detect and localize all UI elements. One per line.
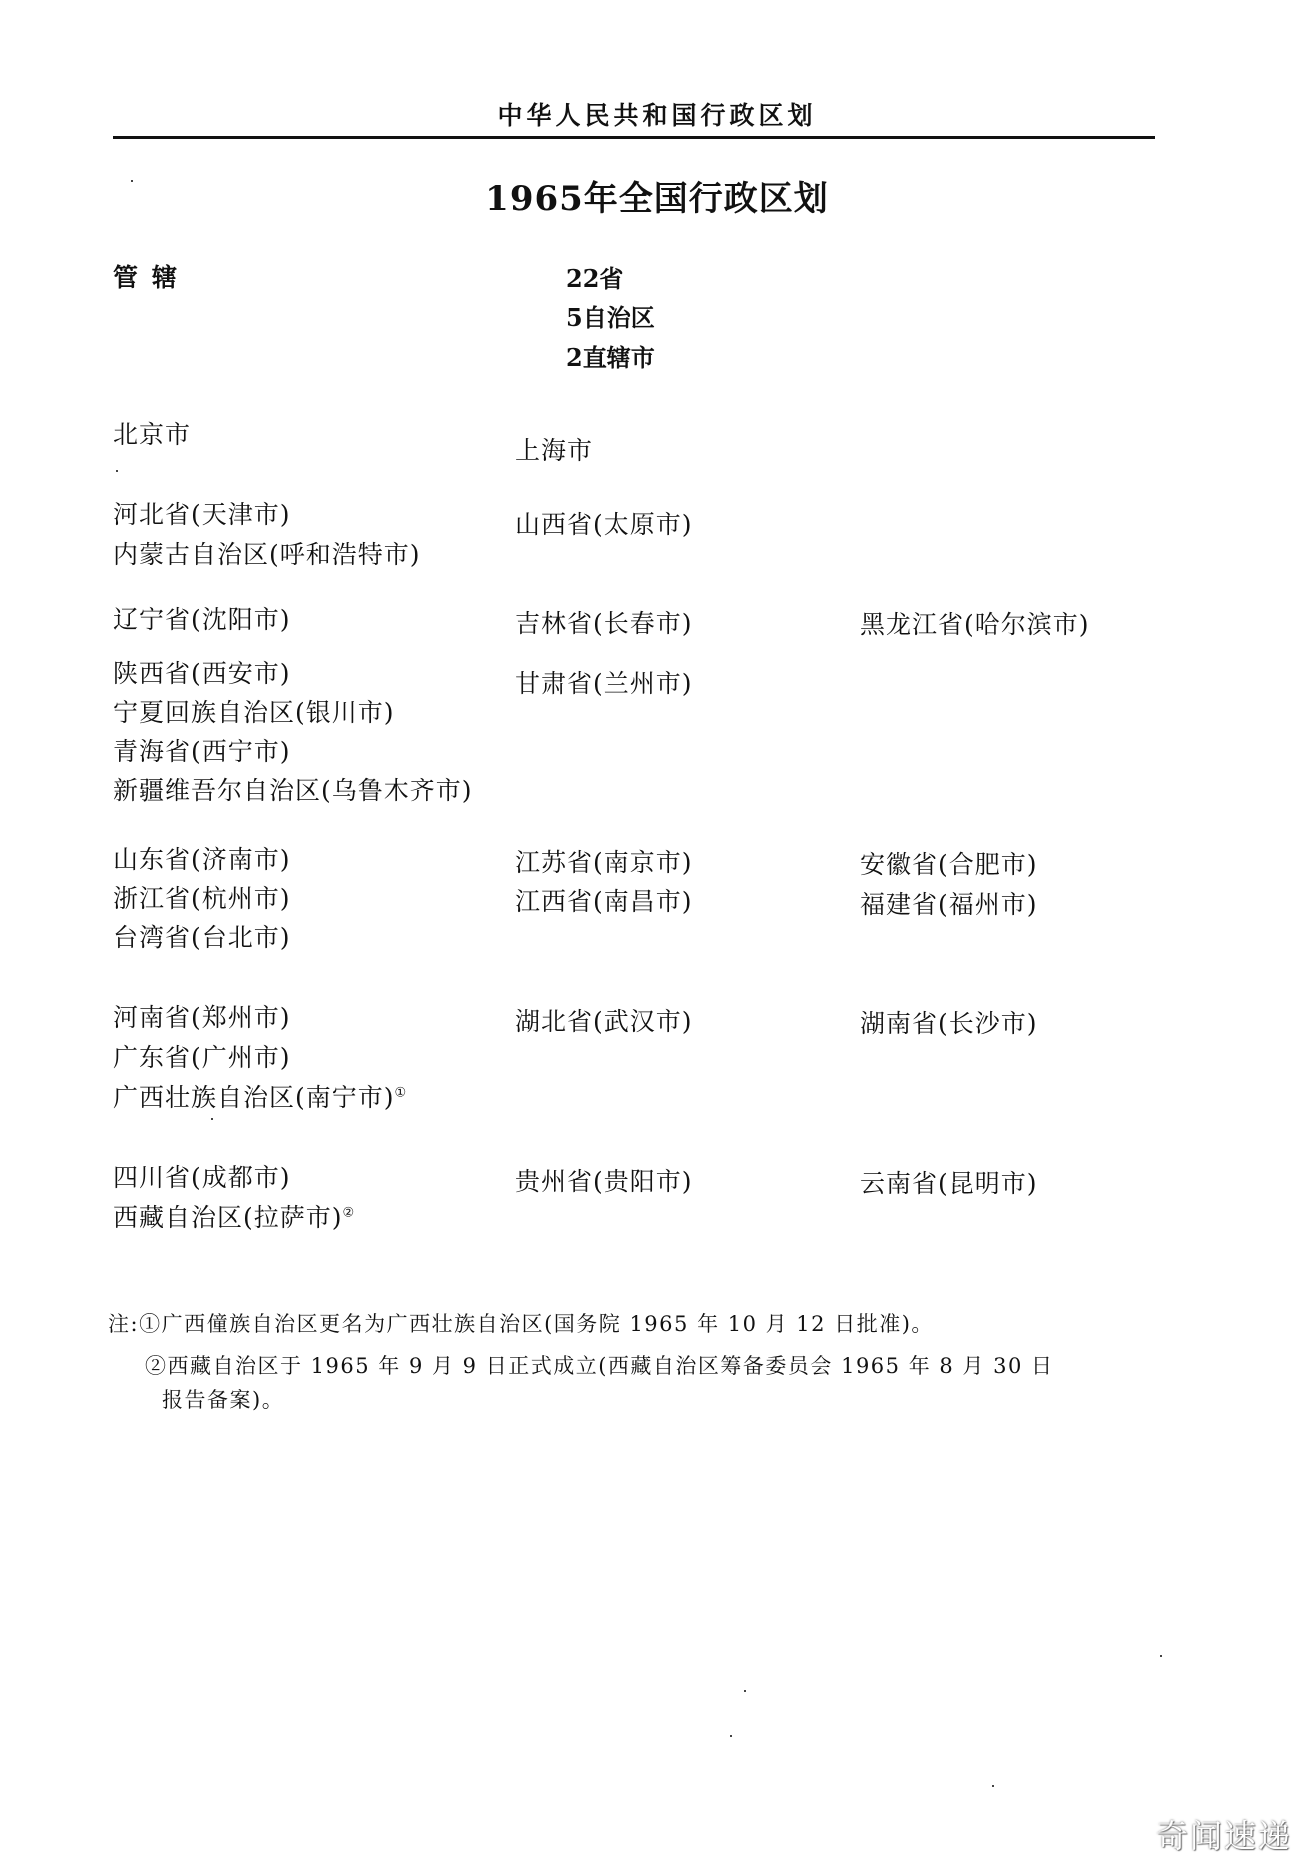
division-entry: 江西省(南昌市): [515, 887, 693, 916]
division-entry: 浙江省(杭州市): [113, 884, 291, 913]
footnote-mark-1: ①: [394, 1085, 407, 1101]
division-entry: 山西省(太原市): [515, 510, 693, 539]
division-entry: 安徽省(合肥市): [860, 850, 1038, 879]
scan-speck: [131, 180, 133, 182]
division-entry: 四川省(成都市): [113, 1163, 291, 1192]
division-entry: 上海市: [515, 436, 594, 465]
division-entry: 山东省(济南市): [113, 845, 291, 874]
footnote-2: ②西藏自治区于 1965 年 9 月 9 日正式成立(西藏自治区筹备委员会 1965 年 8 月 30 日: [145, 1354, 1054, 1378]
footnote-1: 注:①广西僮族自治区更名为广西壮族自治区(国务院 1965 年 10 月 12 日批准)。: [108, 1312, 934, 1336]
division-entry: 辽宁省(沈阳市): [113, 605, 291, 634]
scan-speck: [744, 1690, 746, 1692]
division-entry: 北京市: [113, 420, 192, 449]
footnote-2-continued: 报告备案)。: [162, 1388, 285, 1412]
division-entry: 宁夏回族自治区(银川市): [113, 698, 395, 727]
division-entry: 河北省(天津市): [113, 500, 291, 529]
division-entry: 黑龙江省(哈尔滨市): [860, 610, 1090, 639]
note-prefix: 注:: [108, 1312, 140, 1336]
scan-speck: [992, 1785, 994, 1787]
scan-speck: [211, 1118, 213, 1120]
running-head: 中华人民共和国行政区划: [497, 101, 817, 130]
division-entry: 吉林省(长春市): [515, 609, 693, 638]
summary-autonomous-regions: 5自治区: [566, 303, 655, 332]
watermark: 奇闻速递: [1155, 1817, 1292, 1855]
division-entry-guangxi: 广西壮族自治区(南宁市)①: [113, 1083, 407, 1112]
division-entry: 台湾省(台北市): [113, 923, 291, 952]
division-entry: 贵州省(贵阳市): [515, 1167, 693, 1196]
summary-provinces: 22省: [566, 264, 624, 293]
division-entry: 江苏省(南京市): [515, 848, 693, 877]
page-title: 1965年全国行政区划: [485, 179, 829, 219]
jurisdiction-label: 管辖: [113, 263, 192, 292]
summary-municipalities: 2直辖市: [566, 343, 655, 372]
division-entry: 湖南省(长沙市): [860, 1009, 1038, 1038]
header-rule: [113, 136, 1155, 139]
division-entry: 内蒙古自治区(呼和浩特市): [113, 540, 421, 569]
footnote-mark-2: ②: [342, 1205, 355, 1221]
division-entry: 河南省(郑州市): [113, 1003, 291, 1032]
division-entry: 湖北省(武汉市): [515, 1007, 693, 1036]
division-entry: 福建省(福州市): [860, 890, 1038, 919]
division-entry: 新疆维吾尔自治区(乌鲁木齐市): [113, 776, 473, 805]
division-entry: 广东省(广州市): [113, 1043, 291, 1072]
scan-speck: [730, 1735, 732, 1737]
division-entry: 青海省(西宁市): [113, 737, 291, 766]
division-entry: 甘肃省(兰州市): [515, 669, 693, 698]
scan-speck: [1160, 1655, 1162, 1657]
division-entry: 陕西省(西安市): [113, 659, 291, 688]
division-entry: 云南省(昆明市): [860, 1169, 1038, 1198]
scan-speck: [116, 470, 118, 472]
division-entry-tibet: 西藏自治区(拉萨市)②: [113, 1203, 355, 1232]
